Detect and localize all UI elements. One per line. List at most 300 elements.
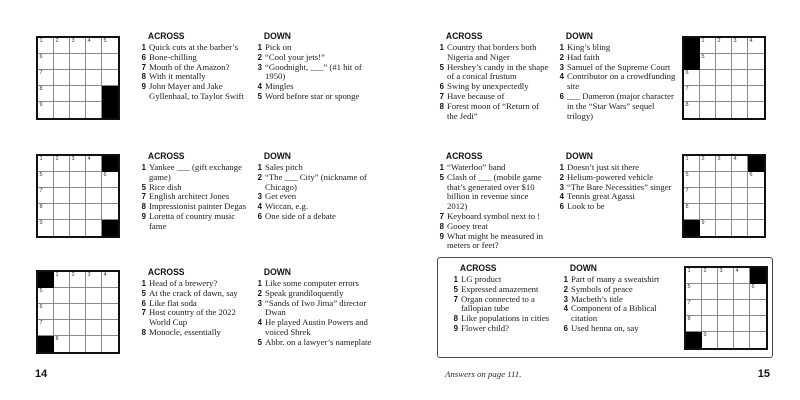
down-clue-list — [254, 163, 382, 222]
down-clue — [556, 92, 682, 121]
cell-number: 1 — [701, 37, 705, 44]
clue-number: 2 — [257, 288, 262, 298]
grid-cell — [70, 38, 86, 54]
down-header: DOWN — [263, 31, 291, 42]
grid-cell — [70, 102, 86, 118]
down-clue-list — [556, 43, 682, 121]
grid-cell — [684, 70, 700, 86]
clue-text: Helium-powered vehicle — [567, 171, 654, 182]
grid-cell — [38, 304, 54, 320]
grid-cell — [702, 300, 718, 316]
down-clue — [254, 318, 382, 338]
cell-number: 2 — [703, 267, 707, 274]
cell-number: 8 — [55, 335, 59, 342]
grid-cell — [38, 220, 54, 236]
grid-cell — [38, 102, 54, 118]
clue-number: 9 — [453, 323, 458, 333]
down-header: DOWN — [565, 151, 593, 162]
grid-cell — [102, 188, 118, 204]
across-clue — [138, 308, 250, 328]
grid-cell-black — [38, 336, 54, 352]
grid-cell — [686, 300, 702, 316]
grid-cell — [38, 86, 54, 102]
grid-cell — [86, 220, 102, 236]
clue-number: 2 — [559, 172, 564, 182]
grid-cell-black — [102, 86, 118, 102]
clue-text: Mingles — [265, 81, 294, 92]
clue-number: 1 — [257, 43, 262, 52]
clue-number: 1 — [439, 163, 444, 172]
grid-cell-black — [102, 220, 118, 236]
cell-number: 7 — [685, 85, 689, 92]
clue-number: 3 — [257, 62, 262, 72]
grid-cell — [86, 38, 102, 54]
crossword-grid — [682, 154, 766, 238]
clue-number: 5 — [257, 337, 262, 347]
crossword-grid — [36, 154, 120, 238]
down-clue — [560, 304, 676, 324]
clue-text: “The ___ City” (nickname of Chicago) — [265, 171, 367, 192]
down-header: DOWN — [565, 31, 593, 42]
cell-number: 6 — [685, 69, 689, 76]
clue-text: Impressionist painter Degas — [149, 201, 246, 212]
cell-number: 3 — [71, 155, 75, 162]
down-clues — [254, 268, 382, 348]
grid-cell — [38, 156, 54, 172]
clue-text: Component of a Biblical citation — [571, 303, 657, 324]
grid-cell — [700, 156, 716, 172]
cell-number: 6 — [39, 303, 43, 310]
grid-cell — [86, 336, 102, 352]
clue-text: “Goodnight, ___” (#1 hit of 1950) — [265, 61, 362, 82]
grid-cell — [734, 268, 750, 284]
cell-number: 9 — [703, 331, 707, 338]
across-clue-list — [436, 163, 550, 251]
down-clue — [254, 92, 382, 102]
grid-cell — [700, 54, 716, 70]
grid-cell — [102, 272, 118, 288]
grid-cell — [102, 288, 118, 304]
clue-number: 8 — [141, 72, 146, 82]
grid-cell — [102, 204, 118, 220]
clue-number: 2 — [257, 52, 262, 62]
cell-number: 2 — [701, 155, 705, 162]
cell-number: 8 — [685, 203, 689, 210]
grid-cell — [748, 220, 764, 236]
cell-number: 7 — [39, 187, 43, 194]
grid-cell — [748, 188, 764, 204]
grid-cell — [70, 172, 86, 188]
cell-number: 6 — [751, 283, 755, 290]
grid-cell — [732, 86, 748, 102]
clue-number: 2 — [563, 284, 568, 294]
grid-cell — [102, 304, 118, 320]
across-clue — [436, 173, 550, 212]
down-clues — [254, 152, 382, 222]
clue-text: Bone-chilling — [149, 51, 197, 62]
down-clue — [556, 202, 682, 212]
grid-cell — [748, 102, 764, 118]
cell-number: 4 — [733, 155, 737, 162]
grid-cell — [86, 86, 102, 102]
clue-text: Forest moon of “Return of the Jedi” — [447, 100, 540, 121]
clue-number: 8 — [439, 221, 444, 231]
grid-cell — [684, 102, 700, 118]
clue-text: Sales pitch — [265, 162, 303, 172]
cell-number: 1 — [39, 37, 43, 44]
clue-text: Rice dish — [149, 181, 182, 192]
crossword-grid — [36, 270, 120, 354]
down-clue-list — [254, 279, 382, 348]
clue-number: 7 — [453, 294, 458, 304]
clue-number: 3 — [257, 192, 262, 202]
grid-cell — [102, 320, 118, 336]
grid-cell — [718, 300, 734, 316]
cell-number: 3 — [87, 271, 91, 278]
down-header: DOWN — [263, 267, 291, 278]
grid-cell — [70, 336, 86, 352]
across-clues — [436, 152, 550, 251]
cell-number: 2 — [71, 271, 75, 278]
across-clue-list — [436, 43, 550, 121]
grid-cell — [54, 336, 70, 352]
cell-number: 7 — [685, 187, 689, 194]
clue-text: One side of a debate — [265, 210, 336, 221]
grid-cell — [54, 288, 70, 304]
grid-cell — [70, 70, 86, 86]
grid-cell — [54, 272, 70, 288]
grid-cell — [102, 336, 118, 352]
grid-cell — [86, 70, 102, 86]
answers-note: Answers on page 111. — [445, 369, 522, 379]
down-clue — [254, 299, 382, 319]
grid-cell — [70, 320, 86, 336]
clue-text: Doesn’t just sit there — [567, 162, 639, 172]
down-header: DOWN — [263, 151, 291, 162]
page-number-left: 14 — [35, 368, 48, 380]
clue-text: “The Bare Necessities” singer — [567, 181, 672, 192]
clue-text: Expressed amazement — [461, 283, 539, 294]
grid-cell — [700, 172, 716, 188]
grid-cell — [70, 188, 86, 204]
grid-cell — [86, 172, 102, 188]
clue-number: 9 — [439, 231, 444, 241]
grid-cell-black — [686, 332, 702, 348]
grid-cell — [748, 172, 764, 188]
clue-text: Flower child? — [461, 322, 510, 333]
across-clue — [138, 212, 250, 232]
grid-cell — [716, 188, 732, 204]
clue-number: 4 — [563, 304, 568, 314]
grid-cell — [86, 156, 102, 172]
clue-number: 9 — [141, 82, 146, 92]
grid-cell — [732, 204, 748, 220]
clue-text: Tennis great Agassi — [567, 191, 635, 202]
grid-cell — [70, 156, 86, 172]
down-clue — [254, 173, 382, 193]
cell-number: 5 — [687, 283, 691, 290]
grid-cell — [734, 284, 750, 300]
across-header: ACROSS — [147, 267, 185, 278]
across-clue — [436, 102, 550, 122]
across-clues — [138, 32, 250, 102]
across-header: ACROSS — [147, 151, 185, 162]
down-clue — [556, 72, 682, 92]
grid-cell — [750, 332, 766, 348]
grid-cell — [700, 204, 716, 220]
clue-text: Head of a brewery? — [149, 278, 218, 288]
clue-number: 1 — [257, 163, 262, 172]
grid-cell — [70, 86, 86, 102]
clue-number: 6 — [141, 298, 146, 308]
clue-text: Had faith — [567, 51, 600, 62]
cell-number: 3 — [71, 37, 75, 44]
grid-cell — [716, 70, 732, 86]
grid-cell — [70, 288, 86, 304]
grid-cell — [70, 220, 86, 236]
cell-number: 3 — [719, 267, 723, 274]
clue-number: 8 — [141, 202, 146, 212]
clue-text: English architect Jones — [149, 191, 230, 202]
clue-text: Mouth of the Amazon? — [149, 61, 230, 72]
grid-cell — [734, 332, 750, 348]
grid-cell — [716, 86, 732, 102]
clue-number: 3 — [563, 294, 568, 304]
grid-cell-black — [684, 220, 700, 236]
clue-number: 1 — [141, 43, 146, 52]
clue-text: Monocle, essentially — [149, 326, 221, 337]
cell-number: 1 — [39, 155, 43, 162]
clue-text: Have because of — [447, 90, 505, 101]
clue-text: Gooey treat — [447, 220, 488, 231]
clue-number: 4 — [257, 202, 262, 212]
clue-text: Like flat soda — [149, 297, 197, 308]
clue-number: 5 — [257, 91, 262, 101]
cell-number: 6 — [749, 171, 753, 178]
down-clue — [254, 338, 382, 348]
grid-cell — [38, 38, 54, 54]
grid-cell — [732, 70, 748, 86]
cell-number: 8 — [39, 203, 43, 210]
grid-cell — [54, 86, 70, 102]
grid-cell — [86, 188, 102, 204]
cell-number: 6 — [103, 171, 107, 178]
grid-cell — [718, 316, 734, 332]
grid-cell — [86, 272, 102, 288]
clue-number: 6 — [563, 323, 568, 333]
grid-cell — [750, 284, 766, 300]
clue-text: Like populations in cities — [461, 313, 550, 324]
across-clue — [450, 324, 556, 334]
grid-cell — [732, 54, 748, 70]
clue-text: Wiccan, e.g. — [265, 201, 309, 212]
grid-cell — [684, 188, 700, 204]
clue-number: 6 — [559, 202, 564, 212]
across-clues — [450, 264, 556, 334]
down-clues — [560, 264, 676, 334]
grid-cell — [716, 54, 732, 70]
across-header: ACROSS — [459, 263, 497, 274]
clue-text: Host country of the 2022 World Cup — [149, 307, 236, 328]
clue-text: He played Austin Powers and voiced Shrek — [265, 317, 368, 337]
across-clue — [436, 232, 550, 252]
cell-number: 5 — [701, 53, 705, 60]
grid-cell — [700, 102, 716, 118]
grid-cell — [702, 284, 718, 300]
grid-cell-black — [684, 54, 700, 70]
clue-text: “Sands of Iwo Jima” director Dwan — [265, 297, 367, 318]
grid-cell — [732, 156, 748, 172]
cell-number: 8 — [685, 101, 689, 108]
across-clue — [436, 43, 550, 63]
grid-cell — [54, 38, 70, 54]
cell-number: 5 — [103, 37, 107, 44]
crossword-grid — [684, 266, 768, 350]
clue-number: 8 — [439, 101, 444, 111]
clue-number: 6 — [439, 82, 444, 92]
clue-number: 1 — [453, 275, 458, 284]
grid-cell — [70, 54, 86, 70]
grid-cell — [38, 172, 54, 188]
clue-text: “Cool your jets!” — [265, 51, 325, 62]
clue-text: Get even — [265, 191, 297, 202]
grid-cell — [54, 156, 70, 172]
down-clue-list — [556, 163, 682, 212]
clue-number: 5 — [141, 182, 146, 192]
clue-number: 4 — [559, 192, 564, 202]
grid-cell — [702, 332, 718, 348]
clue-text: Abbr. on a lawyer’s nameplate — [265, 336, 372, 347]
grid-cell — [684, 204, 700, 220]
clue-number: 6 — [559, 91, 564, 101]
grid-cell — [70, 204, 86, 220]
page-number-right: 15 — [757, 368, 770, 380]
grid-cell-black — [38, 272, 54, 288]
grid-cell — [38, 54, 54, 70]
grid-cell — [86, 54, 102, 70]
across-clue — [450, 295, 556, 315]
clue-text: Loretta of country music fame — [149, 210, 236, 231]
grid-cell — [732, 220, 748, 236]
cell-number: 4 — [87, 37, 91, 44]
grid-cell — [54, 70, 70, 86]
grid-cell — [748, 86, 764, 102]
crossword-grid — [682, 36, 766, 120]
grid-cell — [750, 316, 766, 332]
cell-number: 5 — [39, 287, 43, 294]
down-clue — [254, 63, 382, 83]
clue-number: 2 — [257, 172, 262, 182]
grid-cell — [748, 204, 764, 220]
clue-text: Contributor on a crowdfunding site — [567, 71, 676, 92]
grid-cell — [38, 204, 54, 220]
down-clue-list — [560, 275, 676, 334]
grid-cell — [732, 102, 748, 118]
cell-number: 2 — [717, 37, 721, 44]
down-clue — [560, 324, 676, 334]
clue-text: Used henna on, say — [571, 322, 639, 333]
cell-number: 6 — [39, 53, 43, 60]
clue-number: 9 — [141, 211, 146, 221]
clue-text: Organ connected to a fallopian tube — [461, 293, 535, 314]
grid-cell — [70, 304, 86, 320]
clue-number: 1 — [141, 163, 146, 172]
grid-cell — [732, 188, 748, 204]
clue-number: 1 — [559, 163, 564, 172]
down-clue-list — [254, 43, 382, 102]
clue-number: 7 — [141, 192, 146, 202]
across-clue — [436, 63, 550, 83]
grid-cell — [716, 172, 732, 188]
clue-number: 5 — [453, 284, 458, 294]
cell-number: 9 — [39, 101, 43, 108]
cell-number: 4 — [87, 155, 91, 162]
cell-number: 9 — [39, 219, 43, 226]
across-clues — [138, 268, 250, 338]
across-clue — [138, 82, 250, 102]
grid-cell — [54, 188, 70, 204]
grid-cell — [102, 172, 118, 188]
grid-cell — [716, 220, 732, 236]
grid-cell — [748, 54, 764, 70]
grid-cell — [716, 38, 732, 54]
across-clue-list — [450, 275, 556, 334]
cell-number: 3 — [717, 155, 721, 162]
clue-text: Clash of ___ (mobile game that’s generated over $10 billion in revenue since 2012) — [447, 171, 542, 212]
grid-cell — [718, 268, 734, 284]
clue-number: 5 — [439, 172, 444, 182]
across-clues — [138, 152, 250, 232]
grid-cell — [86, 102, 102, 118]
cell-number: 4 — [735, 267, 739, 274]
grid-cell — [750, 300, 766, 316]
grid-cell — [684, 172, 700, 188]
clue-text: King’s bling — [567, 42, 611, 52]
clue-number: 4 — [257, 82, 262, 92]
clue-text: With it mentally — [149, 71, 206, 82]
clue-text: Like some computer errors — [265, 278, 359, 288]
across-clue-list — [138, 163, 250, 232]
clue-number: 4 — [559, 72, 564, 82]
clue-text: Hershey’s candy in the shape of a conical frustum — [447, 61, 549, 82]
grid-cell — [732, 172, 748, 188]
grid-cell — [700, 70, 716, 86]
clue-number: 6 — [257, 211, 262, 221]
grid-cell — [718, 284, 734, 300]
grid-cell — [86, 320, 102, 336]
cell-number: 5 — [39, 171, 43, 178]
grid-cell — [686, 268, 702, 284]
across-clue-list — [138, 43, 250, 102]
down-clues — [254, 32, 382, 102]
across-clues — [436, 32, 550, 121]
grid-cell — [734, 300, 750, 316]
clue-text: At the crack of dawn, say — [149, 287, 238, 298]
grid-cell — [700, 86, 716, 102]
grid-cell — [38, 320, 54, 336]
cell-number: 4 — [103, 271, 107, 278]
grid-cell — [702, 316, 718, 332]
clue-number: 4 — [257, 318, 262, 328]
grid-cell — [102, 70, 118, 86]
clue-number: 7 — [141, 62, 146, 72]
down-clues — [556, 32, 682, 121]
grid-cell — [734, 316, 750, 332]
cell-number: 7 — [687, 299, 691, 306]
cell-number: 1 — [685, 155, 689, 162]
clue-text: Symbols of peace — [571, 283, 633, 294]
grid-cell — [38, 70, 54, 86]
